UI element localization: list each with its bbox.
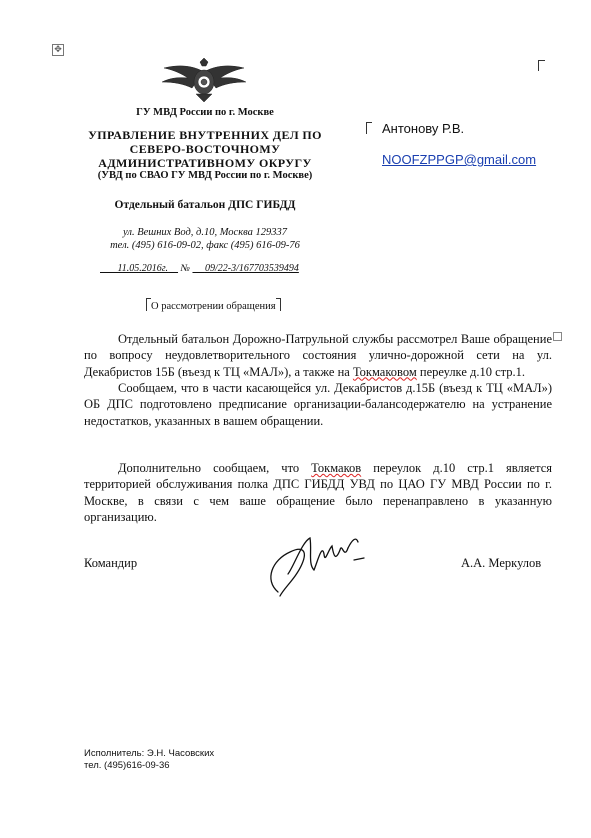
bracket-right bbox=[276, 298, 281, 311]
department-line-3: АДМИНИСТРАТИВНОМУ ОКРУГУ bbox=[98, 156, 312, 170]
battalion-name: Отдельный батальон ДПС ГИБДД bbox=[114, 199, 296, 211]
margin-corner-mark bbox=[538, 60, 545, 71]
registration-line bbox=[100, 263, 299, 274]
reg-number: 09/22-3/167703539494 bbox=[204, 263, 299, 274]
department-name bbox=[70, 128, 340, 170]
spellcheck-word: Токмаковом bbox=[352, 364, 417, 379]
signatory-role: Командир bbox=[84, 556, 138, 570]
department-line-1: УПРАВЛЕНИЕ ВНУТРЕННИХ ДЕЛ ПО bbox=[88, 128, 322, 142]
paragraph-marker-box bbox=[553, 332, 562, 341]
addressee-email-link[interactable]: NOOFZPPGP@gmail.com bbox=[382, 152, 537, 167]
executor-block bbox=[84, 748, 214, 772]
addressee-name: Антонову Р.В. bbox=[382, 121, 465, 136]
reg-date: 11.05.2016г. bbox=[117, 263, 169, 274]
department-line-2: СЕВЕРО-ВОСТОЧНОМУ bbox=[129, 142, 281, 156]
mvd-emblem bbox=[158, 56, 250, 104]
organization-top: ГУ МВД России по г. Москве bbox=[136, 107, 274, 118]
reg-no-label: № bbox=[180, 263, 190, 274]
spellcheck-word: Токмаков bbox=[311, 461, 362, 475]
addressee-corner-mark bbox=[366, 122, 372, 134]
signatory-name: А.А. Меркулов bbox=[461, 556, 542, 570]
subject-line: О рассмотрении обращения bbox=[146, 298, 281, 312]
address-line: ул. Вешних Вод, д.10, Москва 129337 bbox=[122, 227, 287, 238]
department-abbreviation: (УВД по СВАО ГУ МВД России по г. Москве) bbox=[97, 170, 313, 181]
move-anchor-icon[interactable]: ✥ bbox=[52, 44, 64, 56]
phone-line: тел. (495) 616-09-02, факс (495) 616-09-76 bbox=[110, 240, 300, 251]
address-block bbox=[70, 226, 340, 252]
executor-phone: тел. (495)616-09-36 bbox=[84, 760, 170, 771]
handwritten-signature bbox=[258, 530, 370, 602]
body-paragraph-3: Дополнительно сообщаем, что Токмаков переулок д.10 стр.1 является территорией обслуживания полка ДПС ГИБДД УВД по ЦАО ГУ МВД России по г. Москве, в связи с чем ваше обращение было перенаправлено в указанную организацию. bbox=[84, 461, 552, 524]
body-paragraph-2: Сообщаем, что в части касающейся ул. Декабристов д.15Б (въезд к ТЦ «МАЛ») ОБ ДПС подготовлено предписание организации-балансодержателю на устранение недостатков, указанных в вашем обращении. bbox=[84, 381, 552, 428]
executor-name: Исполнитель: Э.Н. Часовских bbox=[84, 748, 215, 759]
body-paragraph-1: Отдельный батальон Дорожно-Патрульной службы рассмотрел Ваше обращение по вопросу неудовлетворительного состояния улично-дорожной сети на ул. Декабристов 15Б (въезд к ТЦ «МАЛ»), а также на Токмаковом переулке д.10 стр.1. bbox=[84, 332, 552, 379]
